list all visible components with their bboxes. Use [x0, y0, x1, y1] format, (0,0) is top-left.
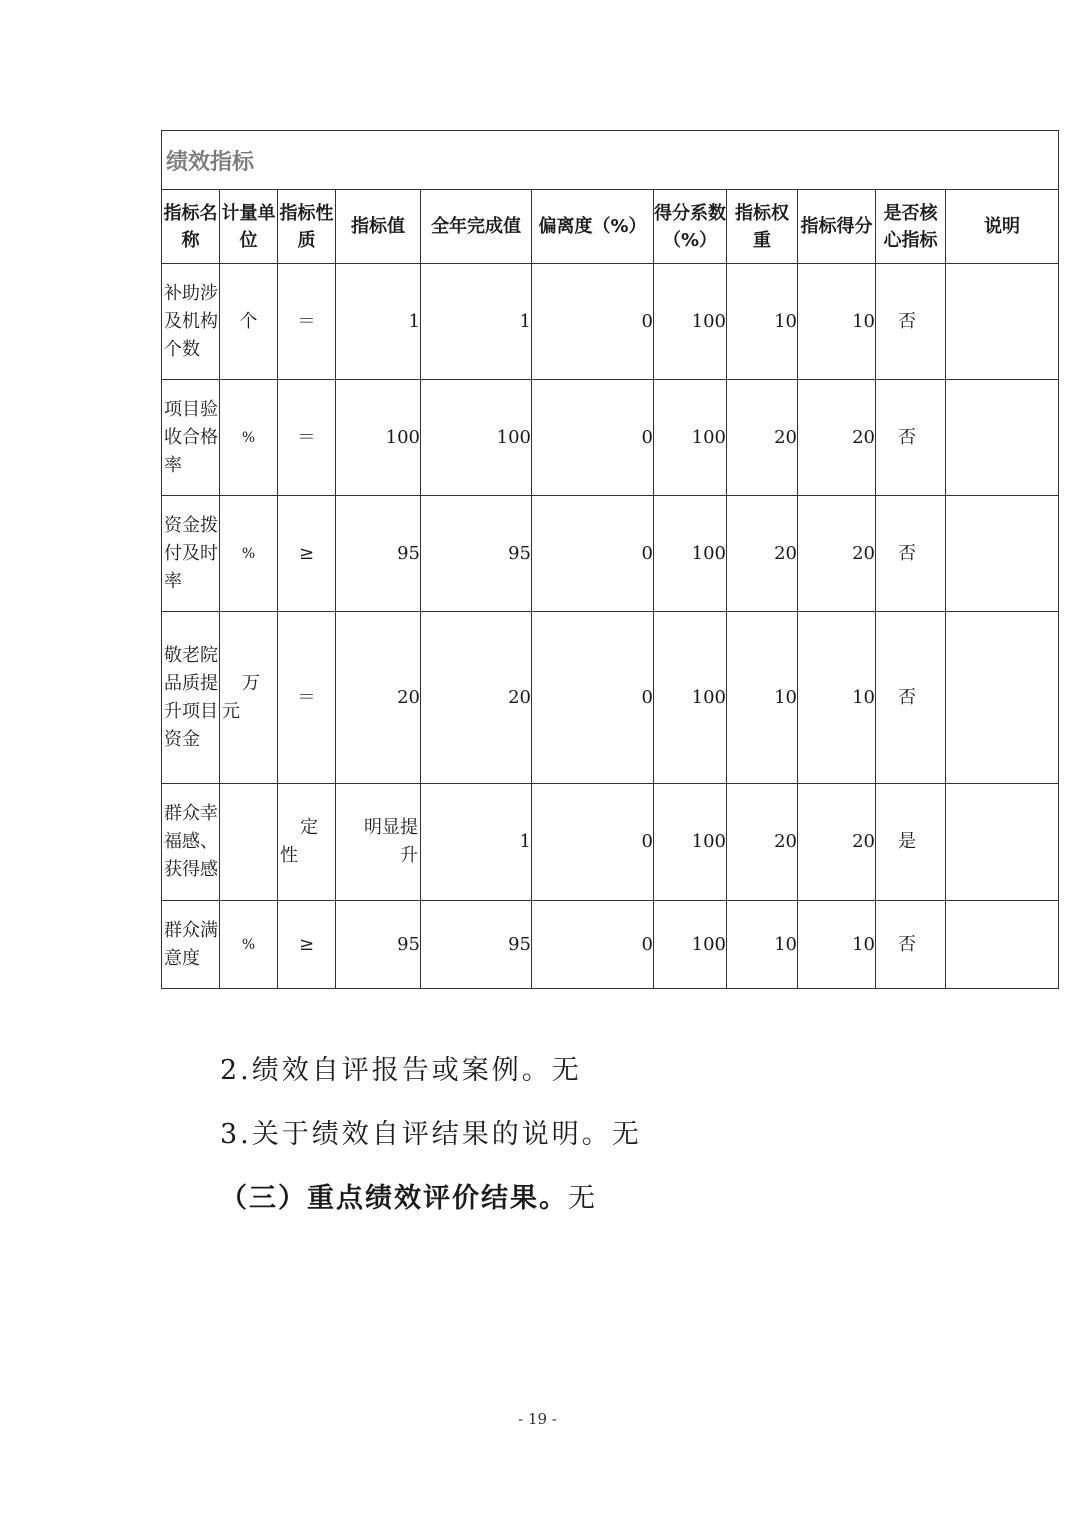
header-cell: 全年完成值 — [421, 190, 532, 264]
score-cell: 20 — [798, 380, 876, 496]
weight-cell: 10 — [727, 264, 798, 380]
note-cell — [946, 264, 1059, 380]
core-indicator-cell: 否 — [876, 612, 946, 784]
indicator-name-cell: 项目验收合格率 — [162, 380, 220, 496]
score-coefficient-cell: 100 — [654, 901, 727, 989]
paragraph-self-evaluation-explanation: 3.关于绩效自评结果的说明。无 — [220, 1119, 642, 1150]
paragraph-self-evaluation-report: 2.绩效自评报告或案例。无 — [220, 1055, 582, 1086]
actual-value-cell: 20 — [421, 612, 532, 784]
target-value-cell: 95 — [336, 901, 421, 989]
nature-cell: ≥ — [278, 496, 336, 612]
header-cell: 是否核心指标 — [876, 190, 946, 264]
nature-cell: 定性 — [278, 784, 336, 901]
note-cell — [946, 380, 1059, 496]
nature-cell: ＝ — [278, 380, 336, 496]
score-coefficient-cell: 100 — [654, 264, 727, 380]
header-cell: 说明 — [946, 190, 1059, 264]
core-indicator-cell: 否 — [876, 264, 946, 380]
nature-cell: ≥ — [278, 901, 336, 989]
target-value-cell: 100 — [336, 380, 421, 496]
target-value-cell: 95 — [336, 496, 421, 612]
weight-cell: 20 — [727, 380, 798, 496]
deviation-cell: 0 — [532, 612, 654, 784]
indicator-name-cell: 群众满意度 — [162, 901, 220, 989]
section-heading: （三）重点绩效评价结果。 — [220, 1183, 568, 1214]
unit-cell: 万元 — [220, 612, 278, 784]
unit-cell: % — [220, 496, 278, 612]
actual-value-cell: 95 — [421, 496, 532, 612]
actual-value-cell: 1 — [421, 784, 532, 901]
header-cell: 指标名称 — [162, 190, 220, 264]
unit-cell: % — [220, 380, 278, 496]
actual-value-cell: 1 — [421, 264, 532, 380]
unit-cell — [220, 784, 278, 901]
nature-cell: ＝ — [278, 264, 336, 380]
performance-indicator-table — [161, 130, 1059, 989]
header-cell: 指标得分 — [798, 190, 876, 264]
target-value-cell: 明显提升 — [336, 784, 421, 901]
table-header-row — [162, 190, 1059, 264]
weight-cell: 20 — [727, 496, 798, 612]
table-row — [162, 496, 1059, 612]
header-cell: 指标权重 — [727, 190, 798, 264]
deviation-cell: 0 — [532, 784, 654, 901]
weight-cell: 20 — [727, 784, 798, 901]
indicator-name-cell: 敬老院品质提升项目资金 — [162, 612, 220, 784]
note-cell — [946, 784, 1059, 901]
core-indicator-cell: 否 — [876, 496, 946, 612]
score-coefficient-cell: 100 — [654, 496, 727, 612]
table-row — [162, 612, 1059, 784]
actual-value-cell: 95 — [421, 901, 532, 989]
indicator-name-cell: 资金拨付及时率 — [162, 496, 220, 612]
deviation-cell: 0 — [532, 264, 654, 380]
section-title: 绩效指标 — [162, 131, 1059, 190]
score-cell: 20 — [798, 784, 876, 901]
indicator-name-cell: 补助涉及机构个数 — [162, 264, 220, 380]
note-cell — [946, 612, 1059, 784]
header-cell: 得分系数（%） — [654, 190, 727, 264]
score-cell: 10 — [798, 612, 876, 784]
unit-cell: % — [220, 901, 278, 989]
section-heading-tail: 无 — [568, 1183, 598, 1214]
score-cell: 10 — [798, 901, 876, 989]
table-row — [162, 784, 1059, 901]
core-indicator-cell: 是 — [876, 784, 946, 901]
page-number: - 19 - — [518, 1410, 557, 1428]
header-cell: 偏离度（%） — [532, 190, 654, 264]
note-cell — [946, 901, 1059, 989]
score-coefficient-cell: 100 — [654, 784, 727, 901]
paragraph-key-evaluation-result — [220, 1176, 598, 1215]
weight-cell: 10 — [727, 612, 798, 784]
table-row — [162, 901, 1059, 989]
actual-value-cell: 100 — [421, 380, 532, 496]
note-cell — [946, 496, 1059, 612]
deviation-cell: 0 — [532, 901, 654, 989]
core-indicator-cell: 否 — [876, 901, 946, 989]
target-value-cell: 20 — [336, 612, 421, 784]
deviation-cell: 0 — [532, 380, 654, 496]
header-cell: 计量单位 — [220, 190, 278, 264]
header-cell: 指标值 — [336, 190, 421, 264]
table-row — [162, 264, 1059, 380]
score-cell: 10 — [798, 264, 876, 380]
table-row — [162, 380, 1059, 496]
score-coefficient-cell: 100 — [654, 380, 727, 496]
score-cell: 20 — [798, 496, 876, 612]
nature-cell: ＝ — [278, 612, 336, 784]
score-coefficient-cell: 100 — [654, 612, 727, 784]
deviation-cell: 0 — [532, 496, 654, 612]
unit-cell: 个 — [220, 264, 278, 380]
target-value-cell: 1 — [336, 264, 421, 380]
core-indicator-cell: 否 — [876, 380, 946, 496]
weight-cell: 10 — [727, 901, 798, 989]
header-cell: 指标性质 — [278, 190, 336, 264]
indicator-name-cell: 群众幸福感、获得感 — [162, 784, 220, 901]
